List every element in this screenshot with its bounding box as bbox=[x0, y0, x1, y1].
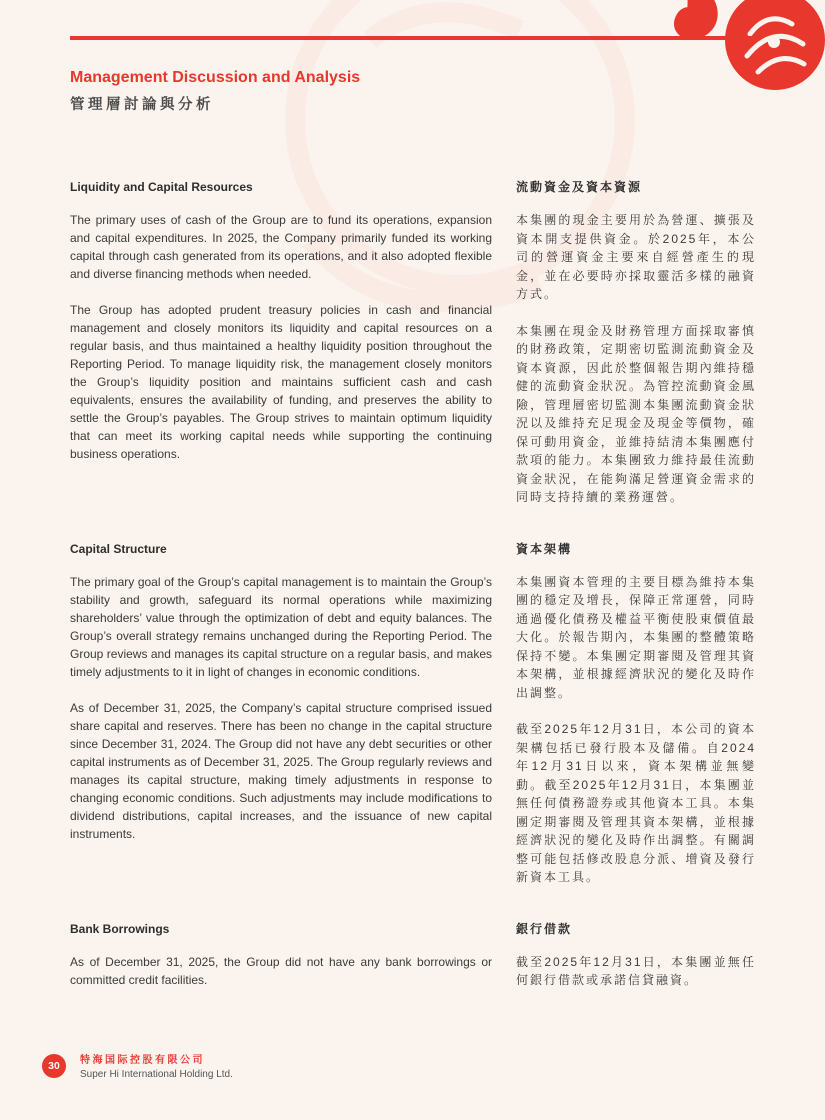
page-footer bbox=[42, 1051, 233, 1080]
section-heading-zh: 流動資金及資本資源 bbox=[516, 180, 643, 194]
paragraph-en: As of December 31, 2025, the Company’s capital structure comprised issued share capital and reserves. There has been no change in the capital structure since December 31, 2024. The Group did not have any debt securities or other capital instruments as of December 31, 2025. The Group regularly reviews and manages its capital structure, making timely adjustments in response to changing economic conditions. Such adjustments may include modifications to dividend distributions, capital increases, and the issuance of new capital instruments. bbox=[70, 700, 492, 841]
top-rule bbox=[70, 36, 756, 40]
section-capital-structure bbox=[70, 541, 756, 887]
company-name-en: Super Hi International Holding Ltd. bbox=[80, 1069, 233, 1080]
paragraph-en: The Group has adopted prudent treasury policies in cash and financial management and closely monitors its liquidity and capital resources on a regular basis, and thus maintained a healthy liquidity position throughout the Reporting Period. To manage liquidity risk, the management closely monitors the Group’s liquidity position and maintains sufficient cash and cash equivalents, ensures the availability of funding, and preserves the ability to settle the Group’s payables. The Group strives to maintain optimum liquidity that can meet its working capital needs while supporting the continuing business operations. bbox=[70, 303, 492, 461]
paragraph-en: As of December 31, 2025, the Group did not have any bank borrowings or committed credit facilities. bbox=[70, 954, 492, 987]
english-column bbox=[70, 921, 492, 990]
paragraph-zh: 本集團資本管理的主要目標為維持本集團的穩定及增長，保障正常運營，同時通過優化債務及權益平衡使股東價值最大化。於報告期內，本集團的整體策略保持不變。本集團定期審閱及管理其資本架構，並根據經濟狀況的變化及時作出調整。 bbox=[516, 574, 756, 700]
english-column bbox=[70, 541, 492, 887]
section-heading-zh: 銀行借款 bbox=[516, 921, 573, 936]
paragraph-en: The primary uses of cash of the Group are to fund its operations, expansion and capital expenditures. In 2025, the Company primarily funded its working capital through cash generated from its operations, and it also adopted flexible and diverse financing methods when needed. bbox=[70, 213, 492, 281]
company-name-zh: 特海国际控股有限公司 bbox=[80, 1055, 205, 1066]
paragraph-zh: 本集團的現金主要用於為營運、擴張及資本開支提供資金。於2025年，本公司的營運資金主要來自經營產生的現金，並在必要時亦採取靈活多樣的融資方式。 bbox=[516, 213, 756, 301]
page-content bbox=[70, 36, 756, 1024]
section-bank-borrowings bbox=[70, 921, 756, 990]
chinese-column bbox=[516, 179, 756, 507]
paragraph-zh: 截至2025年12月31日，本集團並無任何銀行借款或承諾信貸融資。 bbox=[516, 954, 756, 987]
page-number-badge: 30 bbox=[42, 1054, 66, 1078]
sections bbox=[70, 179, 756, 990]
page-title: Management Discussion and Analysis bbox=[70, 69, 361, 86]
section-heading-en: Bank Borrowings bbox=[70, 921, 170, 936]
page-subtitle: 管理層討論與分析 bbox=[70, 97, 214, 113]
section-liquidity-and-capital-resources bbox=[70, 179, 756, 507]
section-heading-zh: 資本架構 bbox=[516, 541, 573, 556]
paragraph-zh: 截至2025年12月31日，本公司的資本架構包括已發行股本及儲備。自2024年12月31日以來，資本架構並無變動。截至2025年12月31日，本集團並無任何債務證券或其他資本工具。本集團定期審閱及管理其資本架構，並根據經濟狀況的變化及時作出調整。有關調整可能包括修改股息分派、增資及發行新資本工具。 bbox=[516, 722, 756, 884]
english-column bbox=[70, 179, 492, 507]
section-heading-en: Liquidity and Capital Resources bbox=[70, 180, 253, 194]
paragraph-en: The primary goal of the Group’s capital management is to maintain the Group’s stability and growth, safeguard its normal operations while maximizing shareholders’ value through the optimization of debt and equity balances. The Group’s overall strategy remains unchanged during the Reporting Period. The Group reviews and manages its capital structure on a regular basis, and makes timely adjustments to it in light of changes in economic conditions. bbox=[70, 574, 492, 679]
chinese-column bbox=[516, 921, 756, 990]
section-heading-en: Capital Structure bbox=[70, 541, 167, 556]
paragraph-zh: 本集團在現金及財務管理方面採取審慎的財務政策，定期密切監測流動資金及資本資源，因此於整個報告期內維持穩健的流動資金狀況。為管控流動資金風險，管理層密切監測本集團流動資金狀況以及維持充足現金及現金等價物，確保可動用資金，並維持結清本集團應付款項的能力。本集團致力維持最佳流動資金狀況，在能夠滿足營運資金需求的同時支持持續的業務運營。 bbox=[516, 323, 756, 504]
company-identity bbox=[80, 1051, 233, 1080]
chinese-column bbox=[516, 541, 756, 887]
